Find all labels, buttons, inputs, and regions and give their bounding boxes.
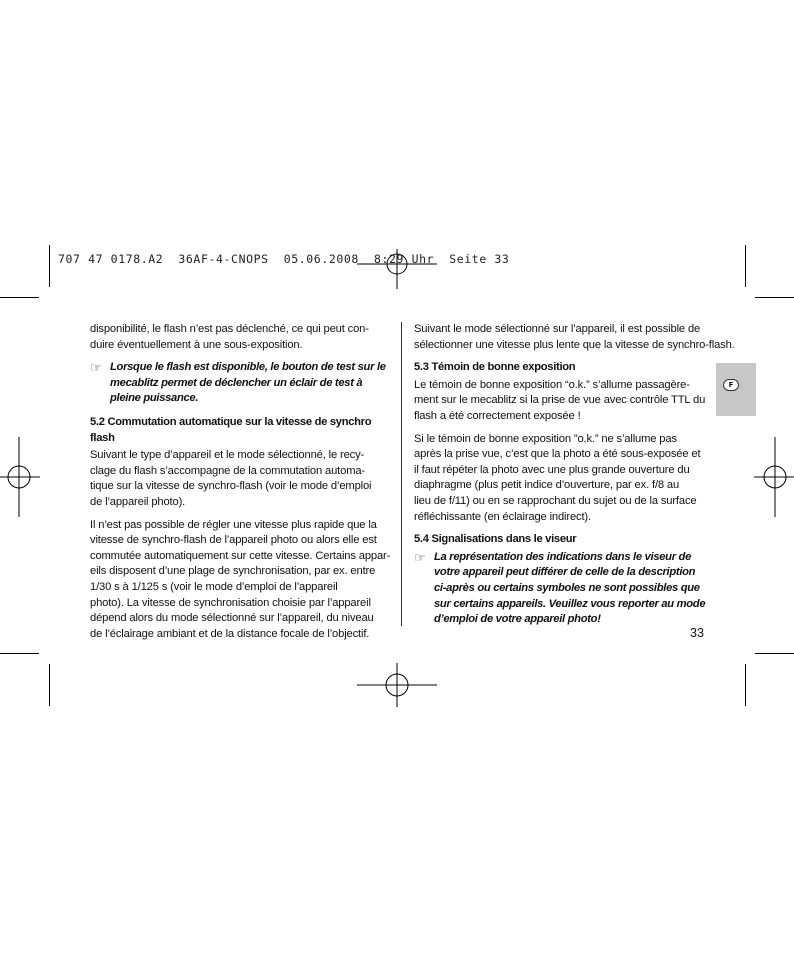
section-5-3-paragraph-1: Le témoin de bonne exposition “o.k.” s’allume passagère- ment sur le mecablitz si la prise de vue avec contrôle TTL du flash a été correctement exposée ! [414,378,706,422]
crop-mark-bottom-left-horizontal [0,653,39,654]
left-intro-paragraph: disponibilité, le flash n’est pas déclenché, ce qui peut con- duire éventuellement à une sous-exposition. [90,323,369,351]
registration-mark-right-icon [754,437,794,517]
crop-mark-top-left-horizontal [0,297,39,298]
crop-mark-bottom-right-vertical [745,664,746,706]
viewfinder-note: ☞ La représentation des indications dans le viseur de votre appareil peut différer de celle de la description ci-après ou certains symboles ne sont possibles que sur certains appareils. Veuillez vous reporter au mode d’emploi de votre appareil photo! [414,549,706,626]
section-5-2-paragraph-2: Il n’est pas possible de régler une vitesse plus rapide que la vitesse de synchro-flash de l’appareil photo ou alors elle est commutée automatiquement sur cette vitesse. Certains appar- eils disposent d’une plage de synchronisation, par ex. entre 1/30 s à 1/125 s (voir le mode d’emploi de l’appareil photo). La vitesse de synchronisation choisie par l’appareil dépend alors du mode sélectionné sur l’appareil, du niveau de l’éclairage ambiant et de la distance focale de l’objectif. [90,518,391,640]
crop-mark-top-right-horizontal [755,297,794,298]
right-intro-paragraph: Suivant le mode sélectionné sur l’appareil, il est possible de sélectionner une vitesse plus lente que la vitesse de synchro-flash. [414,323,735,351]
crop-mark-bottom-right-horizontal [755,653,794,654]
crop-mark-top-left-vertical [49,245,50,287]
pointing-hand-icon: ☞ [90,360,102,376]
left-column [90,322,390,649]
crop-mark-top-right-vertical [745,245,746,287]
section-heading-5-4: 5.4 Signalisations dans le viseur [414,533,577,546]
crop-mark-bottom-left-vertical [49,664,50,706]
registration-mark-bottom-icon [357,663,437,707]
test-flash-note: ☞ Lorsque le flash est disponible, le bouton de test sur le mecablitz permet de déclencher un éclair de test à pleine puissance. [90,360,386,405]
column-divider [401,322,402,626]
section-5-2-paragraph-1: Suivant le type d’appareil et le mode sélectionné, le recy- clage du flash s’accompagne de la commutation automa- tique sur la vitesse de synchro-flash (voir le mode d’emploi de l’appareil photo). [90,449,372,508]
right-column [414,322,735,636]
section-5-3-paragraph-2: Si le témoin de bonne exposition ”o.k.” ne s’allume pas après la prise vue, c’est que la photo a été sous-exposée et il faut répéter la photo avec une plus grande ouverture du diaphragme (plus petit indice d’ouverture, par ex. f/8 au lieu de f/11) ou en se rapprochant du sujet ou de la surface réfléchissante (en éclairage indirect). [414,432,701,523]
section-heading-5-2: 5.2 Commutation automatique sur la vitesse de synchro flash [90,415,372,444]
page-number: 33 [690,626,704,640]
pointing-hand-icon: ☞ [414,549,426,565]
registration-mark-left-icon [0,437,40,517]
language-badge: F [723,379,739,391]
print-slug-header: 707 47 0178.A2 36AF-4-CNOPS 05.06.2008 8:29 Uhr Seite 33 [58,252,510,266]
section-heading-5-3: 5.3 Témoin de bonne exposition [414,361,576,374]
